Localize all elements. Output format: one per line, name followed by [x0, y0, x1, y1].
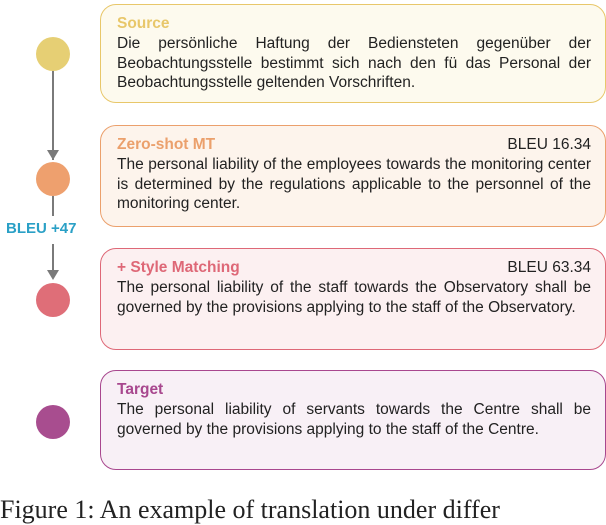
zero-shot-dot: [36, 162, 70, 196]
card-title: Target: [117, 381, 164, 398]
style-matching-card: [100, 248, 606, 350]
connector-line: [52, 70, 54, 160]
figure-caption: Figure 1: An example of translation under differ: [0, 495, 500, 524]
card-text: The personal liability of the staff towards the Observatory shall be governed by the provisions applying to the staff of the Observatory.: [117, 279, 591, 316]
source-dot: [36, 37, 70, 71]
zero-shot-card: [100, 125, 606, 227]
arrowhead: [47, 150, 59, 160]
bleu-score: BLEU 16.34: [507, 136, 591, 153]
card-text: Die persönliche Haftung der Bediensteten gegenüber der Beobachtungsstelle bestimmt sich nach den fü das Personal der Beobachtungsstelle geltenden Vorschriften.: [117, 35, 591, 91]
arrowhead: [47, 270, 59, 280]
card-text: The personal liability of servants towards the Centre shall be governed by the provisions applying to the staff of the Centre.: [117, 401, 591, 438]
target-card: [100, 370, 606, 470]
card-title: Source: [117, 15, 170, 32]
target-dot: [36, 405, 70, 439]
source-card: [100, 4, 606, 103]
bleu-score: BLEU 63.34: [507, 259, 591, 276]
connector-line: [52, 196, 54, 216]
bleu-gain-label: BLEU +47: [6, 220, 77, 237]
card-title: Zero-shot MT: [117, 136, 216, 153]
card-title: + Style Matching: [117, 259, 240, 276]
style-matching-dot: [36, 283, 70, 317]
card-text: The personal liability of the employees towards the monitoring center is determined by the regulations applicable to the personnel of the monitoring center.: [117, 156, 591, 212]
